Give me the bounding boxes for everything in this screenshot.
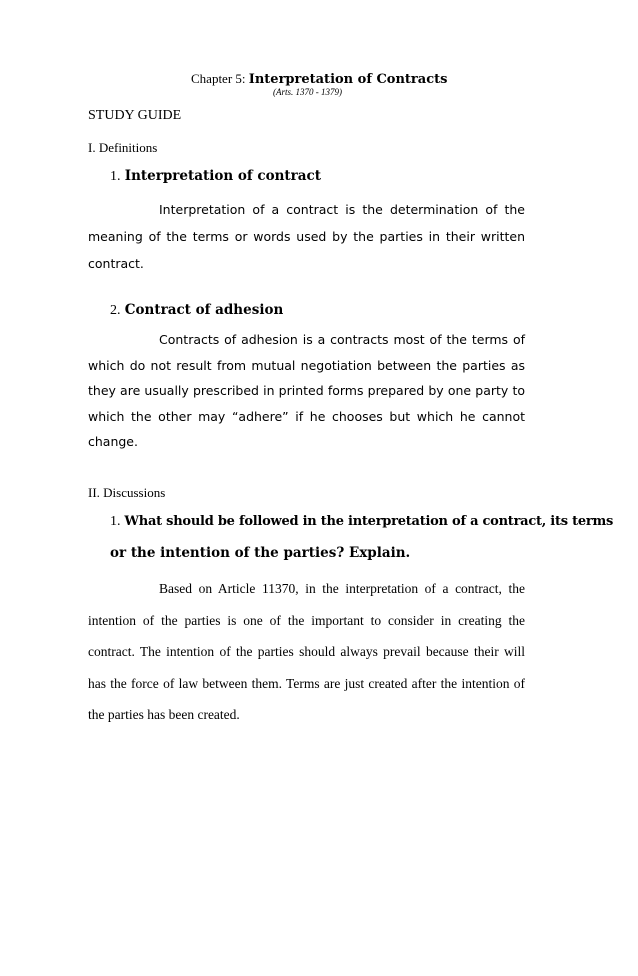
definition-number: 1. — [110, 169, 121, 184]
definition-item-heading — [110, 168, 321, 185]
discussion-question-line2: or the intention of the parties? Explain. — [110, 545, 411, 561]
discussions-heading: II. Discussions — [88, 485, 166, 500]
definition-body: Contracts of adhesion is a contracts most of the terms of which do not result from mutual negotiation between the parties as they are usually prescribed in printed forms prepared by one party to which the other may “adhere” if he chooses but which he cannot change. — [88, 332, 525, 449]
discussion-number: 1. — [110, 514, 121, 529]
articles-range: (Arts. 1370 - 1379) — [273, 87, 342, 97]
chapter-title: Interpretation of Contracts — [248, 72, 448, 87]
discussion-answer: Based on Article 11370, in the interpretation of a contract, the intention of the parties is one of the important to consider in creating the contract. The intention of the parties should always prevail because their will has the force of law between them. Terms are just created after the intention of the parties has been created. — [88, 581, 525, 722]
chapter-prefix: Chapter 5: — [191, 71, 246, 86]
definition-term: Interpretation of contract — [124, 168, 321, 184]
study-guide-heading: STUDY GUIDE — [88, 108, 182, 123]
discussion-question — [110, 514, 613, 530]
chapter-header — [191, 71, 447, 87]
definition-body: Interpretation of a contract is the determination of the meaning of the terms or words used by the parties in their written contract. — [88, 202, 525, 271]
definition-term: Contract of adhesion — [124, 302, 284, 318]
definition-item-heading — [110, 302, 283, 319]
definition-number: 2. — [110, 303, 121, 318]
definitions-heading: I. Definitions — [88, 140, 158, 155]
discussion-question-line1: What should be followed in the interpretation of a contract, its terms — [124, 514, 614, 529]
